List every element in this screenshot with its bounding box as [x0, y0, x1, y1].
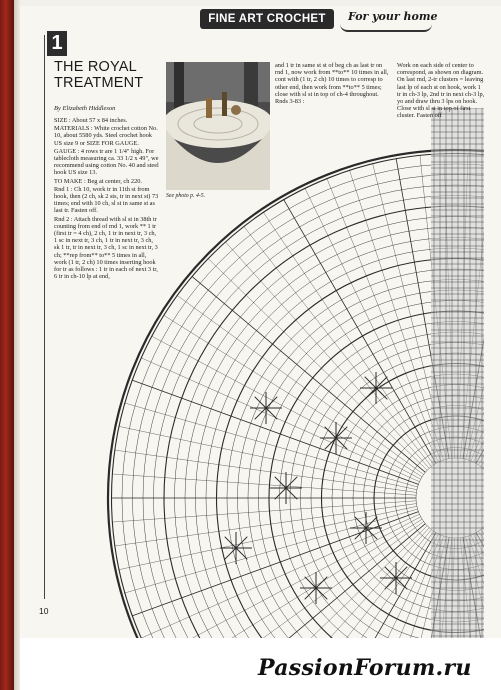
- byline: By Elizabeth Hiddleson: [54, 105, 116, 112]
- pattern-title: THE ROYAL TREATMENT: [54, 59, 144, 91]
- size-text: SIZE : About 57 x 84 inches.: [54, 117, 128, 124]
- materials-text: MATERIALS : White crochet cotton No. 10, about 5580 yds. Steel crochet hook US size 9 or SIZE FOR GAUGE.: [54, 125, 158, 147]
- binding-spine: [0, 0, 14, 690]
- to-make-text: TO MAKE : Beg at center, ch 220.: [54, 177, 142, 185]
- site-watermark: PassionForum.ru: [258, 655, 472, 681]
- instructions-column-1: [54, 117, 159, 281]
- section-header: FINE ART CROCHET: [200, 9, 334, 29]
- pattern-number: 1: [47, 31, 67, 56]
- round-2-text: Rnd 2 : Attach thread with sl st in 38th tr counting from end of rnd 1, work ** 1 tr (first tr = 4 ch), 2 ch, 1 tr in next tr, 3 ch, 1 sc in next tr, 3 ch, 1 tr in next tr, 3 ch, sk 1 tr, tr in next tr, 3 ch, 1 sc in next tr, 3 ch; **rep from** to** 5 times in all, work (1 tr, 2 ch) 10 times inserting hook for tr as follows : 1 tr in each of next 3 tr, 6 tr in ch-10 lp at end,: [54, 215, 158, 281]
- photo-caption: See photo p. 4-5.: [166, 193, 206, 199]
- tablecloth-photo: [166, 62, 270, 190]
- instructions-column-4: Work on each side of center to correspond, as shown on diagram. On last rnd, 2-tr clusters = leaving last lp of each st on hook, work 1 tr in ch-3 lp, 2nd tr in next ch-3 lp, yo and draw thru 3 lps on hook. Close with sl st in top of first cluster. Fasten off: [397, 62, 485, 120]
- instructions-column-3: and 1 tr in same st st of beg ch as last tr on rnd 1, now work from **to** 10 times in all, cont with (1 tr, 2 ch) 10 times to corresp to other end, then work from **to** 5 times; close with sl st in top of ch-4 throughout. Rnds 3-83 :: [275, 62, 389, 106]
- tagline-swash: [340, 24, 432, 32]
- tagline: For your home: [348, 10, 438, 23]
- page-number: 10: [39, 606, 49, 616]
- gauge-text: GAUGE : 4 rows tr are 1 1/4" high. For tablecloth measuring ca. 33 1/2 x 49", we recommend using cotton No. 40 and steel hook US size 13.: [54, 147, 159, 177]
- round-1-text: Rnd 1 : Ch 10, work tr in 11th st from hook, then (2 ch, sk 2 sts, tr in next st) 73 times; end with 10 ch, sl st in same st as last tr. Fasten off.: [54, 185, 159, 215]
